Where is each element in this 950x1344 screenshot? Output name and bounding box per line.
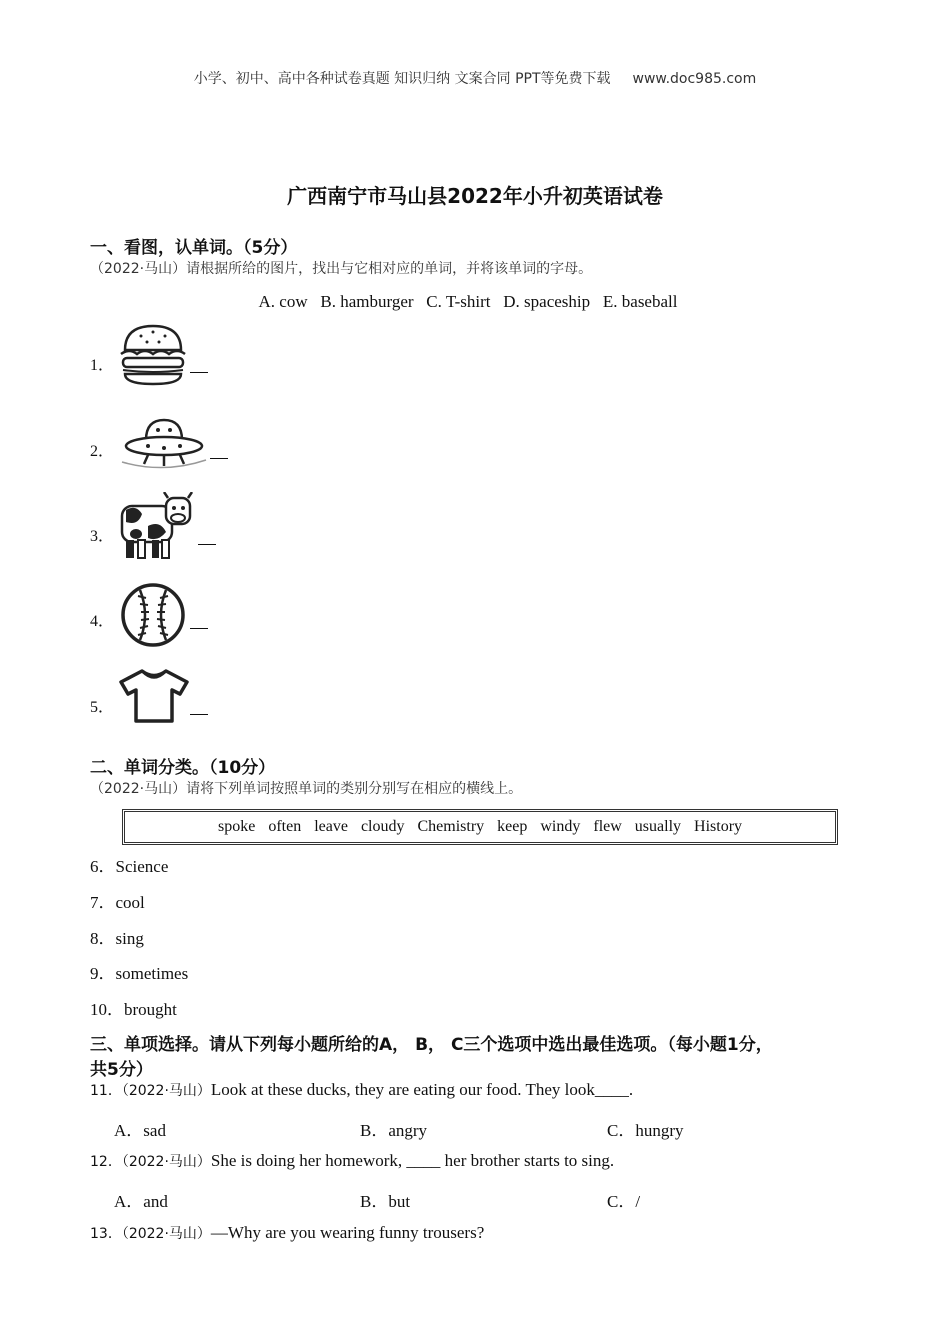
question-number: 13． [90, 1226, 122, 1242]
answer-blank[interactable] [190, 614, 208, 633]
question-source: （2022·马山） [121, 1154, 211, 1170]
answer-blank[interactable] [190, 700, 208, 719]
question-source: （2022·马山） [121, 1226, 211, 1242]
question-text: She is doing her homework, ____ her brother starts to sing. [210, 1151, 615, 1170]
question-text: —Why are you wearing funny trousers? [210, 1223, 485, 1242]
choice-a[interactable]: A．sad [114, 1121, 166, 1140]
header-site[interactable]: www.doc985.com [632, 71, 757, 87]
word-bank-word: windy [540, 818, 581, 835]
word-bank-word: cloudy [360, 818, 405, 835]
choice-b[interactable]: B．but [360, 1192, 411, 1211]
page-header [0, 68, 950, 88]
page-title: 广西南宁市马山县2022年小升初英语试卷 [287, 184, 663, 208]
section1-options: A. cow B. hamburger C. T-shirt D. spaceship E. baseball [258, 292, 678, 311]
cow-icon [118, 492, 194, 562]
section2-heading: 二、单词分类。（10分） [90, 758, 276, 778]
section3-heading-line2: 共5分） [90, 1060, 153, 1080]
choice-b[interactable]: B．angry [360, 1121, 428, 1140]
header-text: 小学、初中、高中各种试卷真题 知识归纳 文案合同 PPT等免费下载 [193, 71, 611, 87]
word-bank-word: flew [593, 818, 622, 835]
classify-item: 7．cool [90, 893, 145, 912]
item-number: 5． [90, 699, 115, 716]
word-bank-word: keep [497, 818, 528, 835]
classify-item: 10．brought [90, 1000, 177, 1019]
classify-item: 6．Science [90, 857, 169, 876]
word-bank-word: leave [314, 818, 348, 835]
word-bank-word: usually [634, 818, 682, 835]
hamburger-icon [117, 322, 189, 388]
tshirt-icon [118, 668, 190, 724]
question-number: 12． [90, 1154, 122, 1170]
question-source: （2022·马山） [121, 1083, 211, 1099]
item-number: 1． [90, 357, 115, 374]
answer-blank[interactable] [190, 358, 208, 377]
baseball-icon [120, 582, 186, 648]
word-bank-word: often [268, 818, 302, 835]
section1-instruction: （2022·马山）请根据所给的图片，找出与它相对应的单词，并将该单词的字母。 [90, 261, 593, 277]
question-12 [90, 1151, 614, 1171]
answer-blank[interactable] [210, 444, 228, 463]
answer-blank[interactable] [198, 530, 216, 549]
item-number: 2． [90, 443, 115, 460]
choice-c[interactable]: C．/ [607, 1192, 641, 1211]
word-bank-word: spoke [217, 818, 256, 835]
section1-heading: 一、看图，认单词。（5分） [90, 238, 298, 258]
word-bank-word: Chemistry [417, 818, 485, 835]
classify-item: 9．sometimes [90, 964, 189, 983]
question-11 [90, 1080, 633, 1100]
choice-c[interactable]: C．hungry [607, 1121, 684, 1140]
section3-heading-line1: 三、单项选择。请从下列每小题所给的A， B， C三个选项中选出最佳选项。（每小题1分， [90, 1035, 773, 1055]
spaceship-icon [118, 414, 210, 474]
item-number: 3． [90, 528, 115, 545]
question-text: Look at these ducks, they are eating our food. They look____. [210, 1080, 634, 1099]
word-bank [122, 809, 838, 845]
question-13 [90, 1223, 484, 1243]
word-bank-word: History [694, 818, 743, 835]
item-number: 4． [90, 613, 115, 630]
section2-instruction: （2022·马山）请将下列单词按照单词的类别分别写在相应的横线上。 [90, 781, 523, 797]
question-number: 11． [90, 1083, 122, 1099]
choice-a[interactable]: A．and [114, 1192, 168, 1211]
classify-item: 8．sing [90, 929, 144, 948]
